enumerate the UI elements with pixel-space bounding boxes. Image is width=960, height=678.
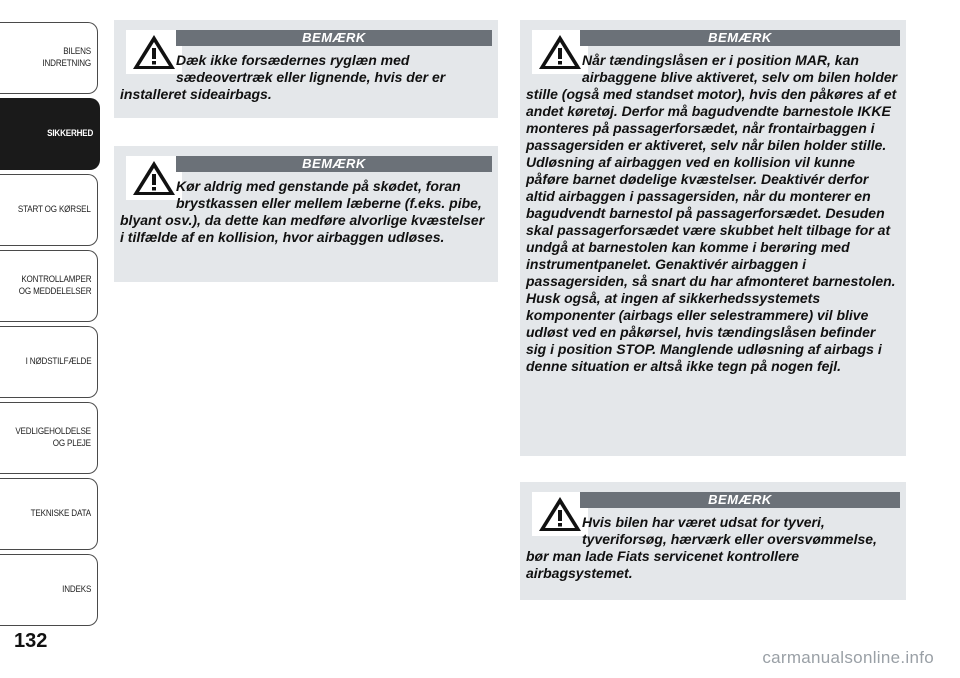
tab-vedligeholdelse[interactable]	[0, 402, 98, 474]
tab-indeks[interactable]	[0, 554, 98, 626]
tab-bilens-indretning[interactable]	[0, 22, 98, 94]
note-text: Når tændingslåsen er i position MAR, kan airbaggene blive aktiveret, selv om bilen holder stille (også med standset motor), hvis den påkøres af et andet køretøj. Derfor må bagudvendte barnestole IKKE monteres på passagerforsædet, når frontairbaggen i passagersiden er aktiveret, selv når bilen holder stille. Udløsning af airbaggen ved en kollision vil kunne påføre barnet dødelige kvæstelser. Deaktivér derfor altid airbaggen i passagersiden, når du monterer en bagudvendt barnestol på passagerforsædet. Desuden skal passagerforsædet være skubbet helt tilbage for at undgå at barnestolen kan komme i berøring med instrumentpanelet. Genaktivér airbaggen i passagersiden, så snart du har afmonteret barnestolen. Husk også, at ingen af sikkerhedssystemets komponenter (airbags eller selestrammere) vil blive udløst ved en påkørsel, hvis tændingslåsen befinder sig i position STOP. Manglende udløsning af airbags i denne situation er altså ikke tegn på nogen fejl.	[526, 52, 898, 374]
note-box-2	[114, 146, 498, 282]
tab-label: KONTROLLAMPER OG MEDDELELSER	[18, 274, 91, 297]
tab-i-nodstilfaelde[interactable]	[0, 326, 98, 398]
note-box-4	[520, 482, 906, 600]
note-header: BEMÆRK	[580, 30, 900, 46]
page-number: 132	[14, 630, 48, 652]
tab-label: SIKKERHED	[46, 128, 93, 139]
tab-sikkerhed[interactable]	[0, 98, 100, 170]
note-text: Hvis bilen har været udsat for tyveri, tyveriforsøg, hærværk eller oversvømmelse, bør man lade Fiats servicenet kontrollere airbagsystemet.	[526, 514, 877, 581]
watermark: carmanualsonline.info	[762, 648, 934, 667]
tab-start-og-korsel[interactable]	[0, 174, 98, 246]
note-header: BEMÆRK	[176, 156, 492, 172]
tab-tekniske-data[interactable]	[0, 478, 98, 550]
tab-label: VEDLIGEHOLDELSE OG PLEJE	[15, 426, 91, 449]
tab-label: TEKNISKE DATA	[30, 508, 91, 519]
tab-kontrollamper[interactable]	[0, 250, 98, 322]
tab-label: BILENS INDRETNING	[42, 46, 91, 69]
note-box-3	[520, 20, 906, 456]
note-box-1	[114, 20, 498, 118]
note-header: BEMÆRK	[580, 492, 900, 508]
note-text: Kør aldrig med genstande på skødet, foran brystkassen eller mellem læberne (f.eks. pibe, blyant osv.), da dette kan medføre alvorlige kvæstelser i tilfælde af en kollision, hvor airbaggen udløses.	[120, 178, 485, 245]
tab-label: I NØDSTILFÆLDE	[25, 356, 91, 367]
tab-label: INDEKS	[61, 584, 91, 595]
tab-label: START OG KØRSEL	[18, 204, 91, 215]
note-header: BEMÆRK	[176, 30, 492, 46]
note-text: Dæk ikke forsædernes ryglæn med sædeovertræk eller lignende, hvis der er installeret sideairbags.	[120, 52, 446, 102]
